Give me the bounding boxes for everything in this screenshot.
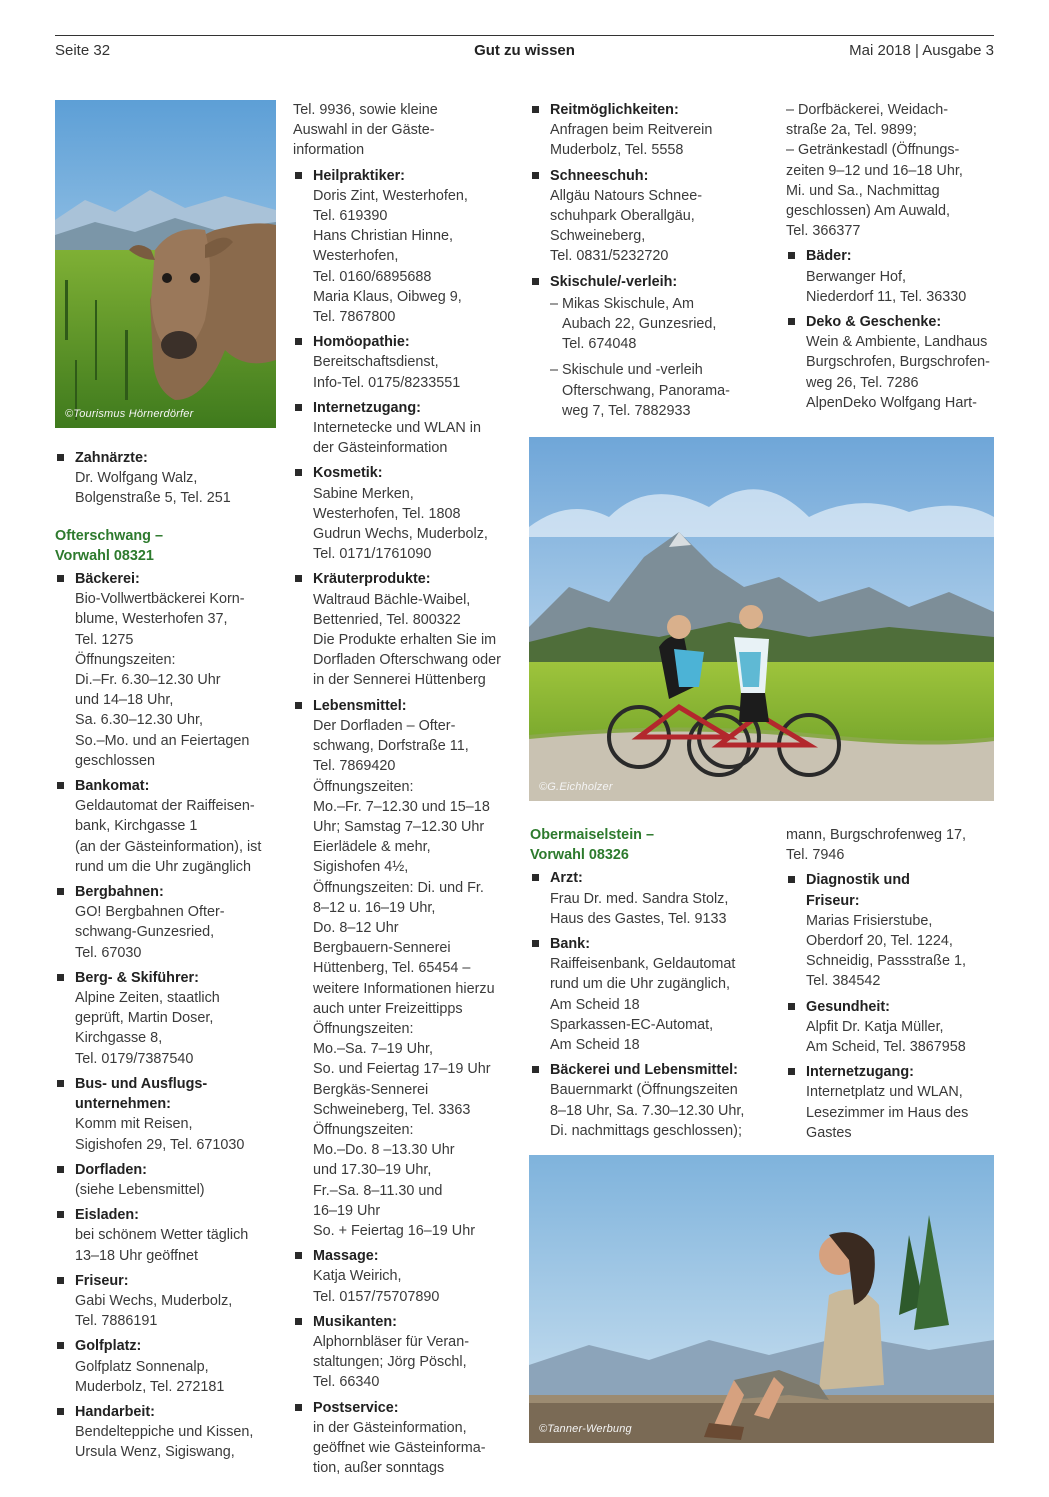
section-heading-line: Vorwahl 08321 (55, 547, 154, 564)
entry-line: zeiten 9–12 und 16–18 Uhr, (786, 162, 963, 179)
entry-list (55, 569, 277, 1463)
entry-line: Alphornbläser für Veran- (313, 1333, 469, 1350)
photo-credit: ©Tourismus Hörnerdörfer (65, 408, 194, 420)
entry-title: Golfplatz: (75, 1338, 142, 1355)
section-heading-obermaiselstein (530, 825, 762, 865)
entry-line: weg 26, Tel. 7286 (806, 374, 919, 391)
list-entry (55, 1402, 277, 1463)
entry-line: Aubach 22, Gunzesried, (562, 316, 717, 333)
entry-line: Alpine Zeiten, staatlich (75, 990, 220, 1007)
section-title: Gut zu wissen (474, 42, 575, 59)
entry-title: Homöopathie: (313, 334, 410, 351)
list-entry (55, 1160, 277, 1200)
entry-line: Tel. 7946 (786, 847, 845, 864)
entry-title: Skischule/-verleih: (550, 273, 678, 290)
list-entry (530, 868, 762, 929)
entry-line: Lesezimmer im Haus des (806, 1104, 969, 1121)
entry-title: Bäckerei: (75, 571, 140, 588)
entry-line: Tel. 674048 (562, 336, 637, 353)
entry-line: So. und Feiertag 17–19 Uhr (313, 1061, 491, 1078)
list-entry (293, 398, 515, 459)
entry-line: Golfplatz Sonnenalp, (75, 1358, 209, 1375)
entry-line: Bauernmarkt (Öffnungszeiten (550, 1082, 738, 1099)
entry-line: Maria Klaus, Oibweg 9, (313, 288, 462, 305)
entry-title: Handarbeit: (75, 1403, 155, 1420)
entry-line: Gudrun Wechs, Muderbolz, (313, 526, 488, 543)
list-entry (293, 463, 515, 564)
dash: – (550, 295, 559, 312)
entry-line: information (293, 142, 365, 159)
entry-line: Dr. Wolfgang Walz, (75, 470, 198, 487)
entry-title: Dorfladen: (75, 1161, 147, 1178)
entry-line: Bendelteppiche und Kissen, (75, 1424, 254, 1441)
photo-credit: ©G.Eichholzer (539, 781, 613, 793)
list-entry (293, 1246, 515, 1307)
entry-schneeschuh (530, 166, 762, 267)
entry-line: Öffnungszeiten: Di. und Fr. (313, 879, 484, 896)
entry-line: weitere Informationen hierzu (313, 980, 495, 997)
entry-line: Öffnungszeiten: (313, 778, 414, 795)
list-entry (293, 166, 515, 328)
entry-line: – Getränkestadl (Öffnungs- (786, 142, 960, 159)
entry-line: mann, Burgschrofenweg 17, (786, 827, 966, 843)
entry-title: Internetzugang: (313, 399, 421, 416)
entry-line: Tel. 7867800 (313, 309, 396, 326)
entry-title: Gesundheit: (806, 998, 890, 1015)
entry-line: geschlossen (75, 752, 155, 769)
entry-line: 13–18 Uhr geöffnet (75, 1247, 198, 1264)
entry-reitmoeglichkeiten (530, 100, 762, 161)
entry-line: Mo.–Sa. 7–19 Uhr, (313, 1041, 433, 1058)
entry-title: unternehmen: (75, 1096, 171, 1113)
entry-line: geöffnet wie Gästeinforma- (313, 1440, 486, 1456)
entry-line: Sa. 6.30–12.30 Uhr, (75, 712, 204, 729)
column-3-bottom (530, 825, 762, 1146)
list-entry (786, 1062, 998, 1143)
entry-zahnaerzte (55, 448, 277, 509)
list-entry (55, 882, 277, 963)
entry-line: Bio-Vollwertbäckerei Korn- (75, 591, 245, 608)
entry-line: 8–12 u. 16–19 Uhr, (313, 899, 436, 916)
entry-line: Bereitschaftsdienst, (313, 354, 439, 371)
entry-line: Tel. 7886191 (75, 1313, 158, 1330)
entry-line: Bergbauern-Sennerei (313, 940, 451, 957)
entry-line: Info-Tel. 0175/8233551 (313, 374, 461, 391)
entry-line: (an der Gästeinformation), ist (75, 838, 262, 855)
list-entry (293, 1312, 515, 1393)
entry-line: Katja Weirich, (313, 1268, 402, 1285)
entry-line: Tel. 0831/5232720 (550, 248, 669, 265)
entry-line: Muderbolz, Tel. 272181 (75, 1378, 225, 1395)
entry-line: Bergkäs-Sennerei (313, 1081, 429, 1098)
entry-line: GO! Bergbahnen Ofter- (75, 904, 225, 921)
entry-line: Gabi Wechs, Muderbolz, (75, 1292, 233, 1309)
entry-line: weg 7, Tel. 7882933 (562, 402, 691, 419)
entry-line: 8–18 Uhr, Sa. 7.30–12.30 Uhr, (550, 1102, 745, 1119)
section-heading-line: Vorwahl 08326 (530, 847, 629, 864)
photo-cow (55, 100, 276, 428)
photo-credit: ©Tanner-Werbung (539, 1423, 632, 1435)
entry-line: Mo.–Do. 8 –13.30 Uhr (313, 1142, 455, 1159)
entry-line: Tel. 619390 (313, 208, 388, 225)
entry-continuation (786, 100, 998, 241)
entry-line: Raiffeisenbank, Geldautomat (550, 956, 736, 973)
entry-title: Bäckerei und Lebensmittel: (550, 1062, 738, 1079)
list-entry (55, 1336, 277, 1397)
list-entry (293, 696, 515, 1241)
sub-item (550, 294, 762, 355)
entry-title: Schneeschuh: (550, 167, 649, 184)
entry-line: Alpfit Dr. Katja Müller, (806, 1018, 944, 1035)
entry-line: Skischule und -verleih (562, 362, 703, 379)
sub-item (550, 360, 762, 421)
entry-title: Massage: (313, 1248, 379, 1265)
entry-line: Tel. 66340 (313, 1374, 380, 1391)
entry-line: Der Dorfladen – Ofter- (313, 717, 456, 734)
entry-line: der Gästeinformation (313, 440, 448, 457)
entry-line: Westerhofen, Tel. 1808 (313, 505, 461, 522)
entry-line: straße 2a, Tel. 9899; (786, 122, 917, 139)
entry-line: Bolgenstraße 5, Tel. 251 (75, 490, 231, 507)
entry-line: Allgäu Natours Schnee- (550, 187, 702, 204)
entry-line: Oberdorf 20, Tel. 1224, (806, 933, 953, 950)
entry-line: So. + Feiertag 16–19 Uhr (313, 1222, 475, 1239)
entry-line: Tel. 366377 (786, 223, 861, 240)
list-entry (55, 1074, 277, 1155)
entry-line: Sabine Merken, (313, 485, 414, 502)
entry-line: und 17.30–19 Uhr, (313, 1162, 432, 1179)
entry-line: Komm mit Reisen, (75, 1116, 193, 1133)
entry-line: blume, Westerhofen 37, (75, 611, 228, 628)
entry-title: Kräuterprodukte: (313, 571, 431, 588)
header-rule (55, 35, 994, 36)
page-number: Seite 32 (55, 42, 111, 59)
entry-line: Mo.–Fr. 7–12.30 und 15–18 (313, 798, 490, 815)
entry-line: Bettenried, Tel. 800322 (313, 611, 461, 628)
entry-line: Auswahl in der Gäste- (293, 122, 435, 139)
entry-skischule (530, 272, 762, 421)
entry-line: Di.–Fr. 6.30–12.30 Uhr (75, 672, 221, 689)
entry-line: So.–Mo. und an Feiertagen (75, 732, 250, 749)
entry-line: Hans Christian Hinne, (313, 228, 453, 245)
entry-line: Westerhofen, (313, 248, 399, 265)
entry-line: Am Scheid, Tel. 3867958 (806, 1039, 966, 1056)
list-entry (293, 1398, 515, 1479)
entry-baeder (786, 246, 998, 307)
entry-title: Friseur: (806, 892, 860, 909)
entry-line: Tel. 1275 (75, 631, 134, 648)
entry-line: Marias Frisierstube, (806, 912, 933, 929)
entry-line: geprüft, Martin Doser, (75, 1010, 214, 1027)
entry-continuation (293, 100, 515, 161)
entry-title: Kosmetik: (313, 465, 383, 482)
list-entry (530, 1060, 762, 1141)
entry-title: Friseur: (75, 1272, 129, 1289)
entry-title: Lebensmittel: (313, 697, 407, 714)
list-entry (55, 968, 277, 1069)
entry-line: Mikas Skischule, Am (562, 295, 694, 312)
entry-line: Waltraud Bächle-Waibel, (313, 591, 471, 608)
entry-line: Fr.–Sa. 8–11.30 und (313, 1182, 443, 1199)
entry-line: Uhr; Samstag 7–12.30 Uhr (313, 818, 485, 835)
entry-line: Sigishofen 4½, (313, 859, 409, 876)
entry-line: Ursula Wenz, Sigiswang, (75, 1444, 235, 1461)
entry-line: Am Scheid 18 (550, 1037, 640, 1054)
entry-line: Tel. 0157/75707890 (313, 1288, 440, 1305)
dash: – (550, 362, 559, 379)
entry-line: Schweineberg, Tel. 3363 (313, 1101, 471, 1118)
entry-line: Schweineberg, (550, 228, 646, 245)
entry-deko (786, 312, 998, 413)
entry-line: Dorfladen Ofterschwang oder (313, 652, 501, 669)
entry-line: Anfragen beim Reitverein (550, 122, 713, 139)
entry-line: Wein & Ambiente, Landhaus (806, 334, 988, 351)
entry-line: Öffnungszeiten: (75, 651, 176, 668)
entry-title: Zahnärzte: (75, 450, 148, 466)
entry-line: schwang-Gunzesried, (75, 924, 215, 941)
entry-line: tion, außer sonntags (313, 1460, 445, 1477)
entry-line: rund um die Uhr zugänglich (75, 858, 251, 875)
entry-line: Burgschrofen, Burgschrofen- (806, 354, 990, 371)
list-entry (786, 997, 998, 1058)
list-entry (55, 569, 277, 771)
entry-line: geschlossen) Am Auwald, (786, 203, 950, 220)
entry-line: in der Sennerei Hüttenberg (313, 672, 486, 689)
section-heading-line: Ofterschwang – (55, 527, 163, 544)
photo-cyclists (529, 437, 994, 801)
entry-line: Sparkassen-EC-Automat, (550, 1016, 714, 1033)
entry-title: Deko & Geschenke: (806, 314, 942, 331)
entry-line: Niederdorf 11, Tel. 36330 (806, 288, 967, 305)
entry-line: Hüttenberg, Tel. 65454 – (313, 960, 471, 977)
entry-title: Arzt: (550, 870, 583, 887)
entry-list (530, 868, 762, 1141)
entry-line: Haus des Gastes, Tel. 9133 (550, 910, 727, 927)
entry-line: Öffnungszeiten: (313, 1020, 414, 1037)
entry-title: Internetzugang: (806, 1064, 914, 1081)
entry-title: Bankomat: (75, 778, 150, 795)
entry-line: – Dorfbäckerei, Weidach- (786, 102, 949, 118)
entry-line: (siehe Lebensmittel) (75, 1181, 205, 1198)
issue-date: Mai 2018 | Ausgabe 3 (849, 42, 994, 59)
entry-line: bei schönem Wetter täglich (75, 1227, 249, 1244)
entry-line: bank, Kirchgasse 1 (75, 818, 198, 835)
entry-line: Tel. 67030 (75, 944, 142, 961)
entry-title: Reitmöglichkeiten: (550, 102, 679, 118)
column-3-top (530, 100, 762, 426)
entry-line: Tel. 384542 (806, 973, 881, 990)
entry-line: Tel. 7869420 (313, 758, 396, 775)
entry-line: Schneidig, Passstraße 1, (806, 953, 966, 970)
entry-title: Bank: (550, 936, 590, 953)
entry-line: Am Scheid 18 (550, 996, 640, 1013)
entry-line: Gastes (806, 1124, 852, 1141)
entry-line: Tel. 0171/1761090 (313, 546, 432, 563)
entry-title: Berg- & Skiführer: (75, 969, 199, 986)
entry-line: Frau Dr. med. Sandra Stolz, (550, 890, 729, 907)
entry-line: schuhpark Oberallgäu, (550, 208, 695, 225)
entry-line: Die Produkte erhalten Sie im (313, 632, 497, 649)
column-4-top (786, 100, 998, 418)
entry-line: Tel. 9936, sowie kleine (293, 102, 438, 118)
section-heading-ofterschwang (55, 526, 277, 566)
entry-line: Internetplatz und WLAN, (806, 1084, 963, 1101)
column-1 (55, 448, 277, 1468)
list-entry (55, 1271, 277, 1332)
entry-line: Tel. 0179/7387540 (75, 1050, 194, 1067)
list-entry (55, 1205, 277, 1266)
list-entry (786, 870, 998, 991)
list-entry (530, 934, 762, 1055)
entry-line: Geldautomat der Raiffeisen- (75, 798, 255, 815)
entry-line: AlpenDeko Wolfgang Hart- (806, 394, 977, 411)
entry-title: Bäder: (806, 248, 852, 265)
entry-line: Tel. 0160/6895688 (313, 268, 432, 285)
entry-line: Kirchgasse 8, (75, 1030, 163, 1047)
entry-line: Öffnungszeiten: (313, 1121, 414, 1138)
entry-line: Ofterschwang, Panorama- (562, 382, 730, 399)
section-heading-line: Obermaiselstein – (530, 827, 654, 843)
entry-line: Eierlädele & mehr, (313, 839, 431, 856)
entry-line: Muderbolz, Tel. 5558 (550, 142, 684, 159)
entry-title: Diagnostik und (806, 872, 910, 889)
entry-title: Bergbahnen: (75, 884, 164, 901)
entry-line: Di. nachmittags geschlossen); (550, 1122, 742, 1139)
entry-title: Eisladen: (75, 1207, 139, 1224)
entry-title: Postservice: (313, 1399, 399, 1416)
entry-line: Do. 8–12 Uhr (313, 919, 399, 936)
photo-woman (529, 1155, 994, 1443)
entry-line: schwang, Dorfstraße 11, (313, 738, 469, 755)
entry-line: auch unter Freizeittipps (313, 1000, 463, 1017)
entry-line: Internetecke und WLAN in (313, 420, 481, 437)
column-2 (293, 100, 515, 1483)
column-4-bottom (786, 825, 998, 1148)
entry-line: in der Gästeinformation, (313, 1419, 467, 1436)
entry-list (293, 166, 515, 1479)
entry-line: staltungen; Jörg Pöschl, (313, 1354, 467, 1371)
entry-title: Musikanten: (313, 1313, 397, 1330)
list-entry (293, 332, 515, 393)
entry-line: rund um die Uhr zugänglich, (550, 976, 730, 993)
entry-line: 16–19 Uhr (313, 1202, 381, 1219)
entry-title: Heilpraktiker: (313, 167, 405, 184)
entry-line: Sigishofen 29, Tel. 671030 (75, 1136, 245, 1153)
entry-line: und 14–18 Uhr, (75, 692, 174, 709)
list-entry (293, 569, 515, 690)
entry-continuation (786, 825, 998, 865)
list-entry (55, 776, 277, 877)
entry-list (786, 870, 998, 1143)
entry-line: Berwanger Hof, (806, 268, 906, 285)
entry-line: Doris Zint, Westerhofen, (313, 187, 468, 204)
entry-line: Mi. und Sa., Nachmittag (786, 182, 940, 199)
entry-title: Bus- und Ausflugs- (75, 1075, 208, 1092)
